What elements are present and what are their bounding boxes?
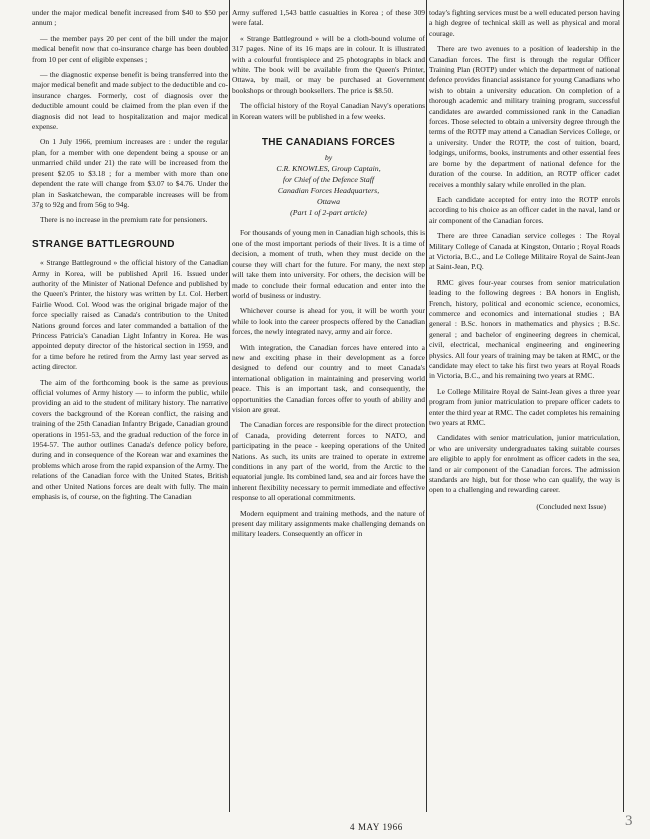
byline-line: by [324,153,333,163]
byline [232,152,425,218]
paragraph: On 1 July 1966, premium increases are : under the regular plan, for a member with one dependent being a spouse or an unmarried child under 21) the rate will be increased from the present $2.05 to $3.18 ; for a member with more than one dependent the rate will change from $3.07 to $4.76. Under the plan in Saskatchewan, the comparable increases will be from 37g to 92g and from 56g to 94g. [32,137,228,209]
byline-line: Canadian Forces Headquarters, [277,186,380,196]
paragraph: — the diagnostic expense benefit is being transferred into the major medical benefit and made subject to the deductible and co-insurance charges. Formerly, cost of diagnosis over the deductible amount could be claimed from the plan even if the diagnosis did not lead to hospitalization and major medical expense. [32,70,228,132]
paragraph: — the member pays 20 per cent of the bill under the major medical benefit now that co-insurance charge has been doubled from 10 per cent of eligible expenses ; [32,33,228,64]
paragraph: The Canadian forces are responsible for the direct protection of Canada, providing deterrent forces to NATO, and participating in the peace - keeping operations of the United Nations. As such, its units are trained to operate in extreme conditions in any part of the world, from the Arctic to the equatorial jungle. Its combined land, sea and air forces have the inherent flexibility necessary to permit immediate and effective response to all operational commitments. [232,420,425,503]
footer-date: 4 MAY 1966 [350,822,403,832]
paragraph: today's fighting services must be a well educated person having a high degree of technical skill as well as physical and moral courage. [429,8,620,38]
byline-line: Ottawa [317,197,340,207]
byline-line: C.R. KNOWLES, Group Captain, [276,164,381,174]
column-rule [229,0,230,812]
column-rule [426,0,427,812]
column-middle [232,8,425,545]
paragraph: RMC gives four-year courses from senior matriculation leading to the following degrees : BA honors in English, French, history, political and economic science, economics, commerce and economics and international studies ; BA general : B.Sc. honors in mathematics and physics ; B.Sc. general ; and bachelor of engineering degrees in chemical, civil, electrical, mechanical engineering and engineering physics. All four years of training may be taken at RMC, or the candidate may elect to take his first two years at Royal Roads in Victoria, B.C., and his remaining two years at RMC. [429,277,620,381]
paragraph: The aim of the forthcoming book is the same as previous official volumes of Army history — to inform the public, while providing an aid to the student of military history. The narrative covers the background of the Korean conflict, the raising and training of the 25th Canadian Infantry Brigade, Canadian ground operations in 1951-53, and the gradual reduction of the force in 1954-57. The author outlines Canada's defence policy before, during and in consequence of the Korean war and examines the problems which arose from the rapid expansion of the Army. The relations of the Canadian force with the United States, British and other United Nations forces are dealt with fully. The main emphasis is, of course, on the fighting. The Canadian [32,377,228,502]
column-right [429,8,620,512]
page-number: 3 [625,813,633,829]
paragraph: « Strange Battleground » the official history of the Canadian Army in Korea, will be published April 16. Issued under authority of the Minister of National Defence and published by the Queen's Printer, the history was written by Lt. Col. Herbert Fairlie Wood. Col. Wood was the original brigade major of the force specially raised as Canada's contribution to the United Nations ground forces and later commanded a battalion of the Princess Patricia's Canadian Light Infantry in Korea. He was appointed deputy director of the historical section in 1959, and for a time before he retired from the Army last year served as acting director. [32,258,228,372]
paragraph: under the major medical benefit increased from $40 to $50 per annum ; [32,8,228,28]
concluded-note: (Concluded next Issue) [536,501,606,511]
byline-line: (Part 1 of 2-part article) [290,208,367,218]
paragraph: There is no increase in the premium rate for pensioners. [40,215,208,225]
paragraph: Modern equipment and training methods, and the nature of present day military assignments make challenging demands on military leaders. Consequently an officer in [232,508,425,539]
paragraph: Army suffered 1,543 battle casualties in Korea ; of these 309 were fatal. [232,8,425,28]
article-title: THE CANADIANS FORCES [261,137,396,149]
paragraph: « Strange Battleground » will be a cloth-bound volume of 317 pages. Nine of its 16 maps are in colour. It is illustrated with a colourful frontispiece and 25 photographs in black and white. The book will be available from the Queen's Printer, Ottawa, by mail, or may be purchased at Government bookshops or through booksellers. The price is $8.50. [232,33,425,95]
paragraph: With integration, the Canadian forces have entered into a new and exciting phase in their development as a force designed to defend our country and to meet Canada's international obligation in maintaining and preserving world peace. This is an important task, and consequently, the opportunities the Canadian forces offer to youth of ability and vision are great. [232,342,425,414]
paragraph: There are two avenues to a position of leadership in the Canadian forces. The first is through the regular Officer Training Plan (ROTP) under which the department of national defence provides financial assistance for young Canadians who wish to obtain a university education. On completion of a thorough academic and military training program, successful candidates are awarded commissioned rank in the Canadian forces. Those selected to obtain a university degree through the terms of the ROTP may attend a Canadian Services College, or a university. Under the ROTP, the cost of tuition, board, lodgings, uniforms, books, instruments and other essential fees are borne by the department of national defence for the duration of the course. In addition, an ROTP officer cadet receives a monthly salary while enrolled in the plan. [429,44,620,189]
paragraph: For thousands of young men in Canadian high schools, this is one of the most important periods of their lives. It is a time of decision, a moment of truth, when they must decide on the course they will chart for the future. For many, the next step will take them into university. For others, the decision will be made to conclude their formal education and enter into the world of business or industry. [232,228,425,300]
paragraph: There are three Canadian service colleges : The Royal Military College of Canada at Kingston, Ontario ; Royal Roads at Victoria, B.C., and Le College Militaire Royal de Saint-Jean at Saint-Jean, P.Q. [429,231,620,272]
paragraph: Whichever course is ahead for you, it will be worth your while to look into the career prospects offered by the Canadian forces, the newly integrated navy, army and air force. [232,306,425,337]
section-heading: STRANGE BATTLEGROUND [32,238,175,250]
column-rule [623,0,624,812]
paragraph: Each candidate accepted for entry into the ROTP enrols according to his choice as an officer cadet in the naval, land or air component of the Canadian forces. [429,194,620,225]
paragraph: Le College Militaire Royal de Saint-Jean gives a three year program from junior matriculation to prepare officer cadets to enter the third year at RMC. The cadet completes his remaining two years at RMC. [429,386,620,428]
column-left [32,8,228,507]
paragraph: The official history of the Royal Canadian Navy's operations in Korean waters will be published in a few weeks. [232,101,425,121]
paragraph: Candidates with senior matriculation, junior matriculation, or who are university undergraduates taking suitable courses are eligible to apply for enrolment as officer cadets in the sea, land or air component of the Canadian forces. The admission standards are high, but for those who can qualify, the way is open to a challenging and rewarding career. [429,433,620,495]
byline-line: for Chief of the Defence Staff [282,175,375,185]
